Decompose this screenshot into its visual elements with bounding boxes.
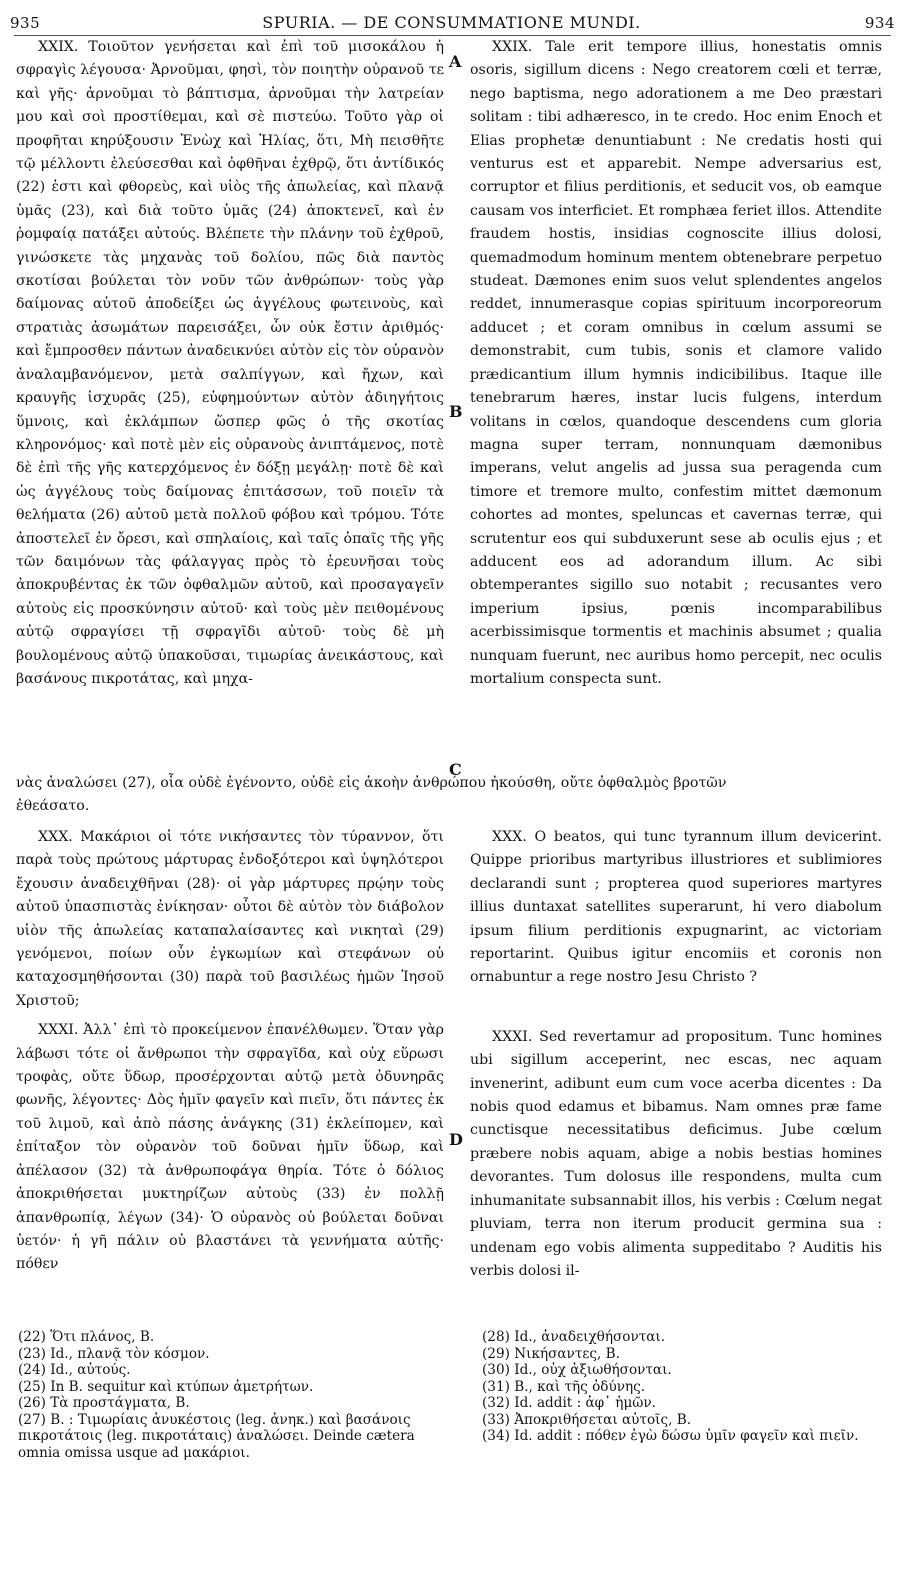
margin-marker-c: C: [449, 760, 462, 779]
footnote-34: (34) Id. addit : πόθεν ἐγὼ δώσω ὑμῖν φαγεῖν καὶ πιεῖν.: [482, 1428, 859, 1444]
greek-continuation-line: νὰς ἀναλώσει (27), οἷα οὐδὲ ἐγένοντο, οὐδὲ εἰς ἀκοὴν ἀνθρώπου ἠκούσθη, οὔτε ὀφθαλμὸς βροτῶν: [16, 775, 727, 791]
greek-continuation-end: ἐθεάσατο.: [16, 798, 90, 815]
page-number-left: 935: [10, 14, 41, 32]
footnote-25: (25) In B. sequitur καὶ κτύπων ἀμετρήτων.: [18, 1378, 314, 1395]
latin-paragraph-29: XXIX. Tale erit tempore illius, honestatis omnis osoris, sigillum dicens : Nego creatorem cœli et terræ, nego baptisma, nego adorationem a me Deo præstari solitam : tibi adhæresco, in te credo. Hoc enim Enoch et Elias prophetæ denuntiabunt : Ne credatis hosti qui venturus est et apparebit. Nempe adversarius est, corruptor et filius perditionis, et seducit vos, ob eamque causam vos interficiet. Et romphæa feriet illos. Attendite fraudem hostis, insidias cognoscite illius dolosi, quemadmodum hominum mentem obtenebrare perpetuo studeat. Dæmones enim suos velut splendentes angelos reddet, innumerasque copias spirituum incorporeorum adducet ; et coram omnibus in cœlum assumi se demonstrabit, cum tubis, sonis et clamore valido prædicantium illum hymnis indicibilibus. Itaque ille tenebrarum hæres, instar lucis fulgens, interdum volitans in cœlos, quandoque descendens cum gloria magna super terram, nonnunquam dæmonibus imperans, velut angelis ad jussa sua peragenda cum timore et tremore multo, confestim mittet dæmonum cohortes ad montes, speluncas et cavernas terræ, qui scrutentur eos qui subduxerunt sese ab oculis ejus ; et adducent eos ad adorandum illum. Ac sibi obtemperantes sigillo suo notabit ; recusantes vero imperium ipsius, pœnis incomparabilibus acerbissimisque tormentis et machinis absumet ; qualia nunquam fuerunt, nec auribus homo percepit, nec oculis mortalium conspecta sunt.: [470, 39, 882, 687]
running-title: SPURIA. — DE CONSUMMATIONE MUNDI.: [262, 13, 641, 32]
footnote-31: (31) B., καὶ τῆς ὀδύνης.: [482, 1378, 646, 1395]
footnote-22: (22) Ὅτι πλάνος, B.: [18, 1329, 155, 1345]
latin-column: [470, 36, 882, 691]
margin-marker-a: A: [449, 52, 462, 71]
latin-paragraph-30: XXX. O beatos, qui tunc tyrannum illum devicerint. Quippe prioribus martyribus illustriores et sublimiores declarandi sunt ; propterea quod superiores martyres illius duntaxat satellites superarunt, hi vero diabolum ipsum filium perditionis expugnarint, ac victoriam reportarint. Quibus igitur encomiis et coronis non ornabuntur a rege nostro Jesu Christo ?: [470, 829, 882, 986]
footnote-32: (32) Id. addit : ἀφ᾽ ἡμῶν.: [482, 1395, 656, 1411]
greek-paragraph-31: XXXI. Ἀλλ᾽ ἐπὶ τὸ προκείμενον ἐπανέλθωμεν. Ὅταν γὰρ λάβωσι τότε οἱ ἄνθρωποι τὴν σφραγῖδα, καὶ οὐχ εὕρωσι τροφὰς, οὔτε ὕδωρ, προσέρχονται αὐτῷ μετὰ ὀδυνηρᾶς φωνῆς, λέγοντες· Δὸς ἡμῖν φαγεῖν καὶ πιεῖν, ὅτι πάντες ἐκ τοῦ λιμοῦ, καὶ ἀπὸ πάσης ἀνάγκης (31) ἐκλείπομεν, καὶ ἐπίταξον τὸν οὐρανὸν τοῦ δοῦναι ἡμῖν ὕδωρ, καὶ ἀπέλασον (32) τὰ ἀνθρωποφάγα θηρία. Τότε ὁ δόλιος ἀποκριθήσεται μυκτηρίζων αὐτοὺς (33) ἐν πολλῇ ἀπανθρωπίᾳ, λέγων (34)· Ὁ οὐρανὸς οὐ βούλεται δοῦναι ὑετόν· ἡ γῆ πάλιν οὐ βλαστάνει τὰ γεννήματα αὐτῆς· πόθεν: [16, 1022, 444, 1273]
footnotes-left: [18, 1329, 448, 1461]
latin-paragraph-31: XXXI. Sed revertamur ad propositum. Tunc homines ubi sigillum acceperint, nec escas, nec aquam invenerint, adibunt eum cum voce acerba dicentes : Da nobis quod edamus et bibamus. Nam omnes præ fame cunctisque necessitatibus deficimus. Jube cœlum præbere nobis aquam, abige a nobis bestias homines devorantes. Tum dolosus ille respondens, multa cum inhumanitate subsannabit illos, his verbis : Cœlum negat pluviam, terra non iterum producit germina sua : undenam ego vobis alimenta suppeditabo ? Auditis his verbis dolosi il-: [470, 1028, 882, 1279]
greek-column-lower: [16, 826, 444, 1277]
footnote-33: (33) Ἀποκριθήσεται αὐτοῖς, B.: [482, 1411, 692, 1428]
footnote-28: (28) Id., ἀναδειχθήσονται.: [482, 1329, 666, 1345]
greek-continuation: [16, 772, 882, 819]
footnote-29: (29) Νικήσαντες, B.: [482, 1345, 620, 1362]
greek-paragraph-29: XXIX. Τοιοῦτον γενήσεται καὶ ἐπὶ τοῦ μισοκάλου ἡ σφραγὶς λέγουσα· Ἀρνοῦμαι, φησὶ, τὸν ποιητὴν οὐρανοῦ τε καὶ γῆς· ἀρνοῦμαι τὸ βάπτισμα, ἀρνοῦμαι τὴν λατρείαν μου καὶ σοὶ προστίθεμαι, καὶ σὲ πιστεύω. Τοῦτο γὰρ οἱ προφῆται κηρύξουσιν Ἐνὼχ καὶ Ἠλίας, ὅτι, Μὴ πεισθῆτε τῷ μέλλοντι ἐλεύσεσθαι καὶ ὀφθῆναι ἐχθρῷ, ὅτι ἀντίδικός (22) ἐστι καὶ φθορεὺς, καὶ υἱὸς τῆς ἀπωλείας, καὶ πλανᾷ ὑμᾶς (23), καὶ διὰ τοῦτο ὑμᾶς (24) ἀποκτενεῖ, καὶ ἐν ῥομφαίᾳ πατάξει αὐτούς. Βλέπετε τὴν πλάνην τοῦ ἐχθροῦ, γινώσκετε τὰς μηχανὰς τοῦ δολίου, πῶς διὰ παντὸς σκοτίσαι βούλεται τὸν νοῦν τῶν ἀνθρώπων· τοὺς γὰρ δαίμονας αὐτοῦ ἀποδείξει ὡς ἀγγέλους φωτεινοὺς, καὶ στρατιὰς ἀσωμάτων παρεισάξει, ὧν οὐκ ἔστιν ἀριθμός· καὶ ἔμπροσθεν πάντων ἀναδεικνύει αὐτὸν εἰς τὸν οὐρανὸν ἀναλαμβανόμενον, μετὰ σαλπίγγων, καὶ ἤχων, καὶ κραυγῆς ἰσχυρᾶς (25), εὐφημούντων αὐτὸν ἀδιηγήτοις ὕμνοις, καὶ ἐκλάμπων ὥσπερ φῶς ὁ τῆς σκοτίας κληρονόμος· καὶ ποτὲ μὲν εἰς οὐρανοὺς ἀνιπτάμενος, ποτὲ δὲ ἐπὶ τῆς γῆς κατερχόμενος ἐν δόξῃ μεγάλῃ· ποτὲ δὲ καὶ ὡς ἀγγέλους τοὺς δαίμονας ἐπιτάσσων, τοῦ ποιεῖν τὰ θελήματα (26) αὐτοῦ μετὰ πολλοῦ φόβου καὶ τρόμου. Τότε ἀποστελεῖ ἐν ὄρεσι, καὶ σπηλαίοις, καὶ ταῖς ὀπαῖς τῆς γῆς τῶν δαιμόνων τὰς φάλαγγας πρὸς τὸ ἐρευνῆσαι τοὺς ἀποκρυβέντας ἐκ τῶν ὀφθαλμῶν αὐτοῦ, καὶ προσαγαγεῖν αὐτοὺς εἰς προσκύνησιν αὐτοῦ· καὶ τοὺς μὲν πειθομένους αὐτῷ σφραγίσει τῇ σφραγῖδι αὐτοῦ· τοὺς δὲ μὴ βουλομένους αὐτῷ ὑπακοῦσαι, τιμωρίας ἀνεικάστους, καὶ βασάνους πικροτάτας, καὶ μηχα-: [16, 39, 444, 687]
footnote-27: (27) B. : Τιμωρίαις ἀνυκέστοις (leg. ἀνηκ.) καὶ βασάνοις πικροτάτοις (leg. πικροτάταις) ἀναλώσει. Deinde cætera omnia omissa usque ad μακάριοι.: [18, 1411, 415, 1461]
footnotes-right: [482, 1329, 882, 1445]
greek-paragraph-30: XXX. Μακάριοι οἱ τότε νικήσαντες τὸν τύραννον, ὅτι παρὰ τοὺς πρώτους μάρτυρας ἐνδοξότεροι καὶ ὑψηλότεροι ἔχουσιν ἀναδειχθῆναι (28)· οἱ γὰρ μάρτυρες πρῴην τοὺς αὐτοῦ ὑπασπιστὰς ἐνίκησαν· οὗτοι δὲ αὐτὸν τὸν διάβολον υἱὸν τῆς ἀπωλείας καταπαλαίσαντες καὶ νικηταὶ (29) γενόμενοι, ποίων οὖν ἐγκωμίων καὶ στεφάνων οὐ καταχοσμηθήσονται (30) παρὰ τοῦ βασιλέως ἡμῶν Ἰησοῦ Χριστοῦ;: [16, 829, 444, 1009]
footnote-30: (30) Id., οὐχ ἀξιωθήσονται.: [482, 1362, 672, 1378]
footnote-23: (23) Id., πλανᾷ τὸν κόσμον.: [18, 1345, 210, 1362]
footnote-24: (24) Id., αὐτούς.: [18, 1362, 131, 1378]
margin-marker-b: B: [449, 402, 463, 421]
latin-column-lower: [470, 826, 882, 1283]
page-number-right: 934: [864, 14, 895, 32]
footnote-26: (26) Τὰ προστάγματα, B.: [18, 1395, 190, 1411]
greek-column: [16, 36, 444, 691]
margin-marker-d: D: [449, 1130, 463, 1149]
